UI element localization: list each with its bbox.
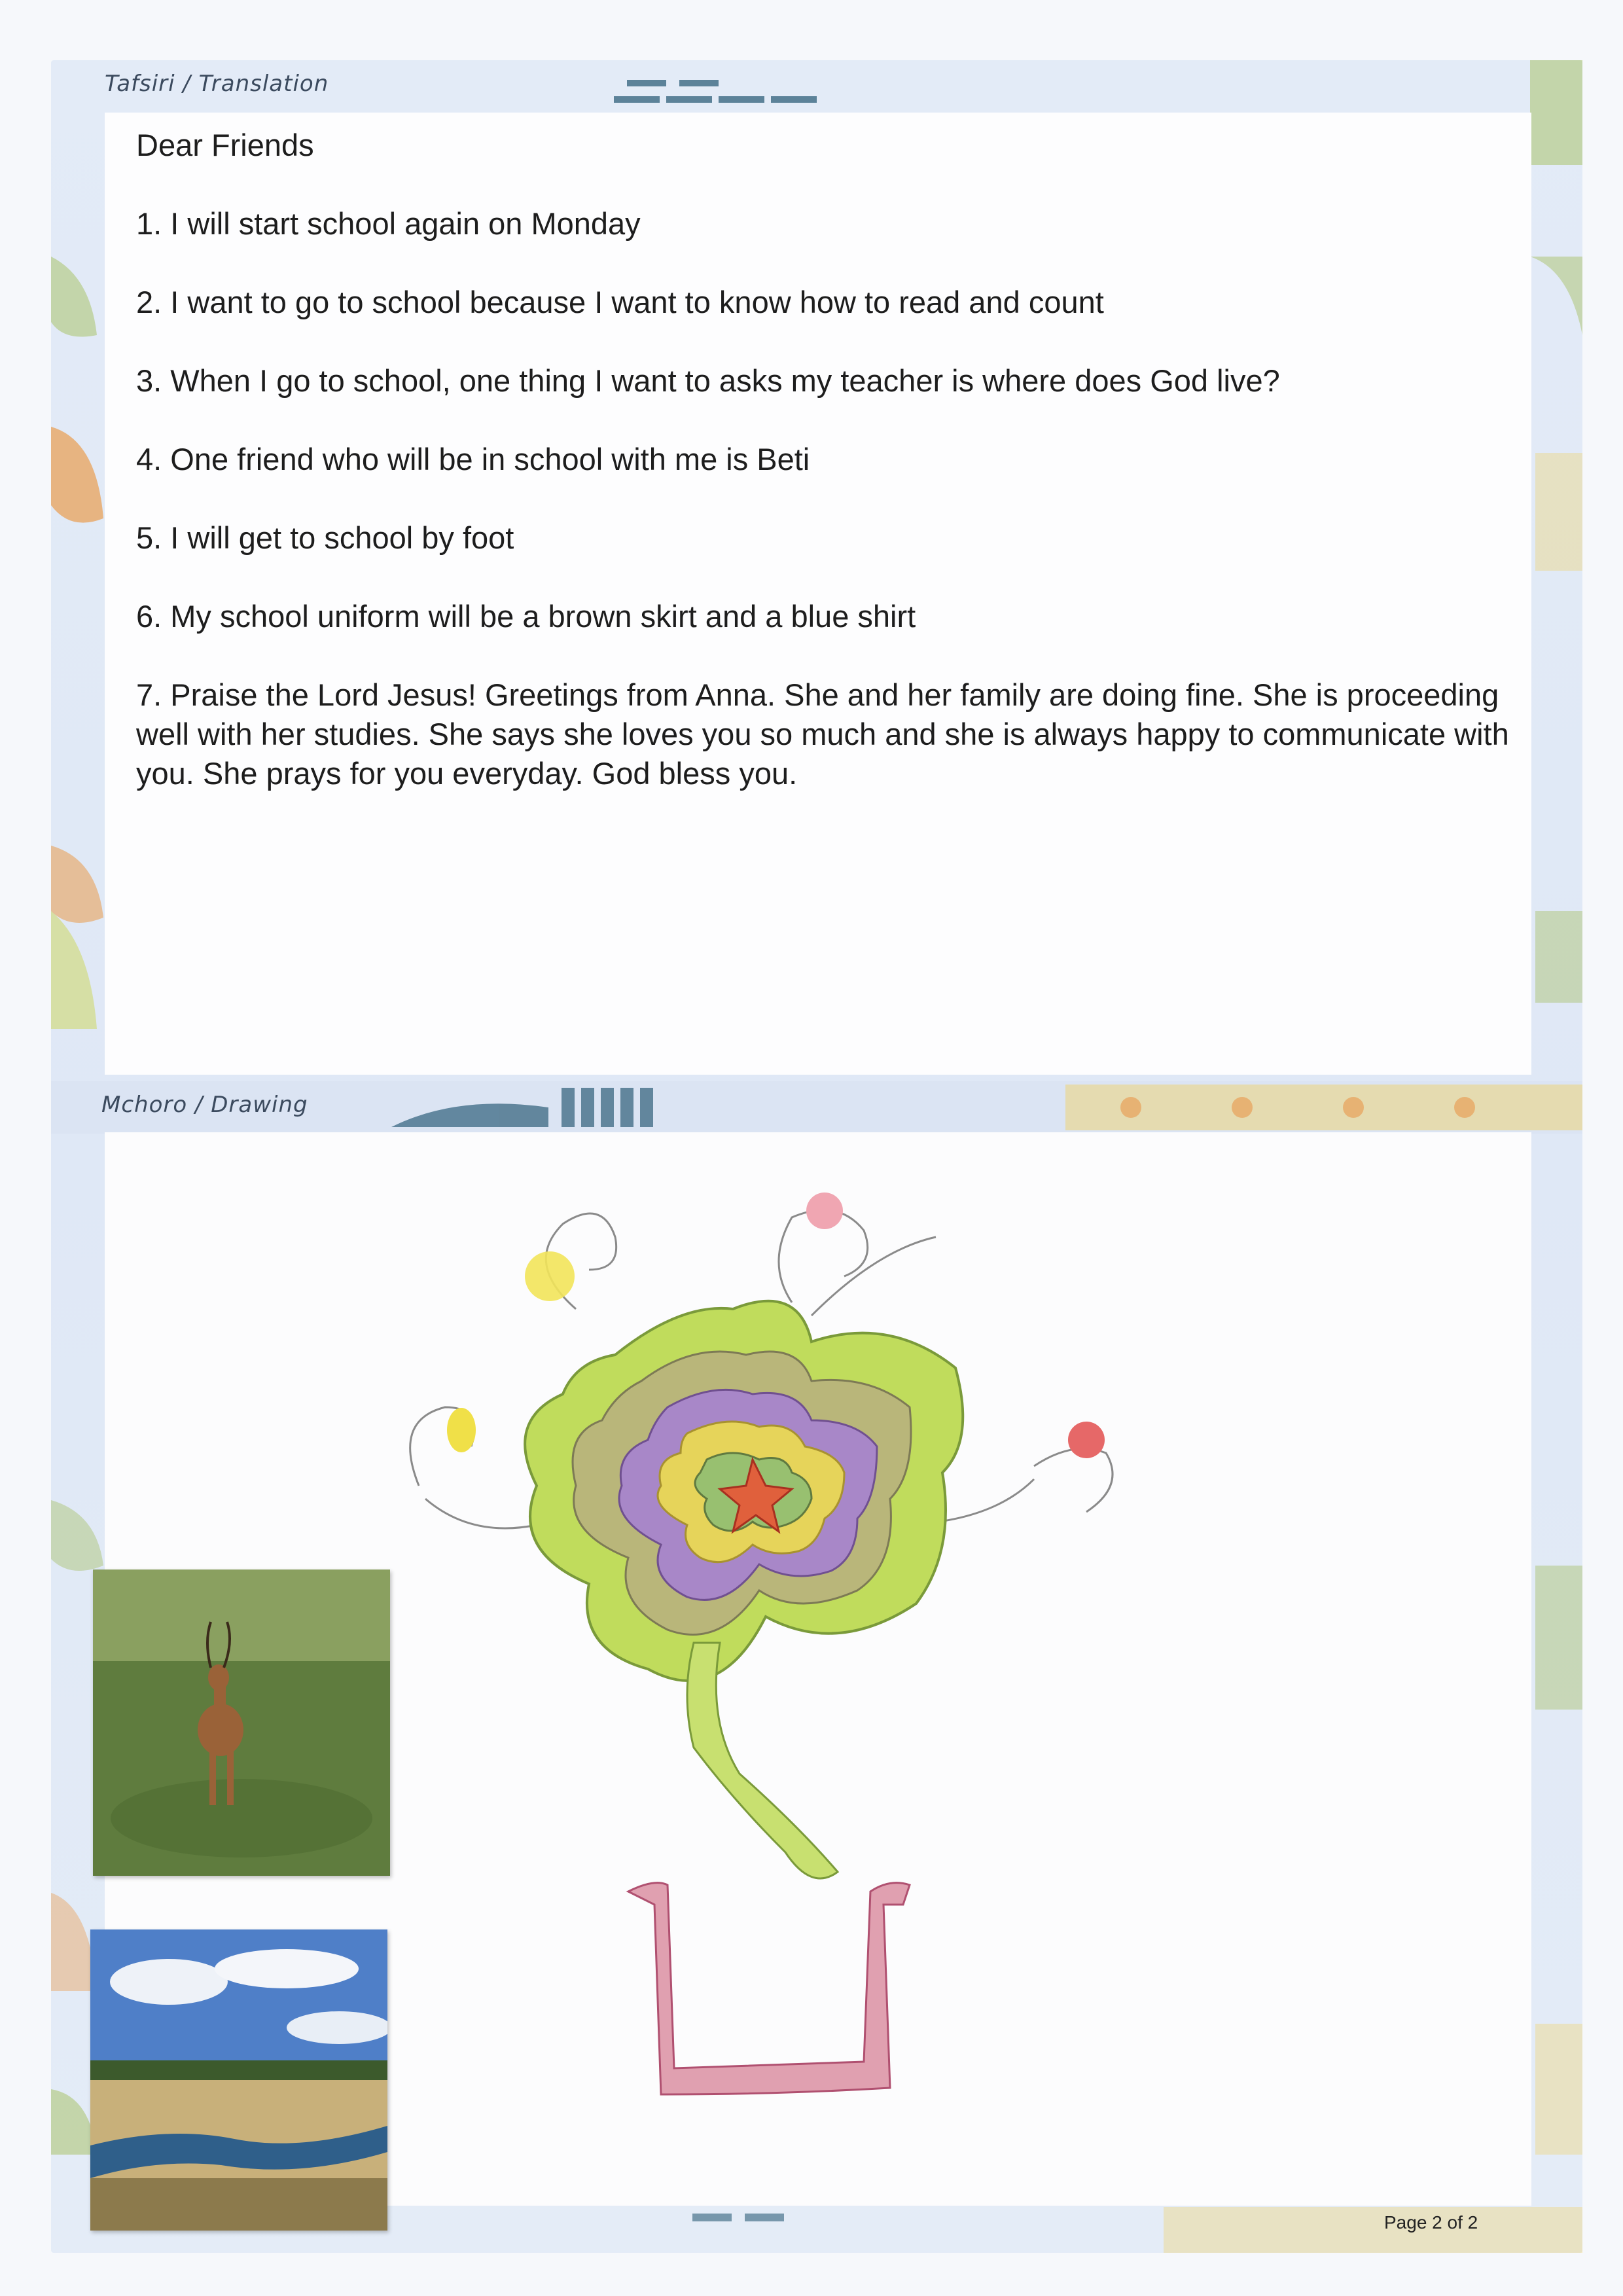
translation-section-label: Tafsiri / Translation [105, 71, 329, 97]
letter-item: 1. I will start school again on Monday [136, 206, 641, 241]
letter-item: 2. I want to go to school because I want to know how to read and count [136, 285, 1104, 319]
letter-item: 6. My school uniform will be a brown skirt and a blue shirt [136, 599, 916, 634]
savanna-photo [90, 1929, 387, 2231]
impala-photo [93, 1570, 390, 1876]
letter-item: 3. When I go to school, one thing I want to asks my teacher is where does God live? [136, 363, 1280, 398]
letter-item: 7. Praise the Lord Jesus! Greetings from Anna. She and her family are doing fine. She is proceeding well with her studies. She says she loves you so much and she is always happy to communicate with you. She prays for you everyday. God bless you. [136, 677, 1509, 791]
translation-panel [105, 113, 1531, 1075]
letter-item: 4. One friend who will be in school with me is Beti [136, 442, 810, 476]
letter-body [136, 126, 1510, 833]
letter-item: 5. I will get to school by foot [136, 520, 514, 555]
letter-greeting: Dear Friends [136, 128, 314, 162]
page-number: Page 2 of 2 [1384, 2212, 1478, 2233]
drawing-section-label: Mchoro / Drawing [101, 1092, 308, 1118]
